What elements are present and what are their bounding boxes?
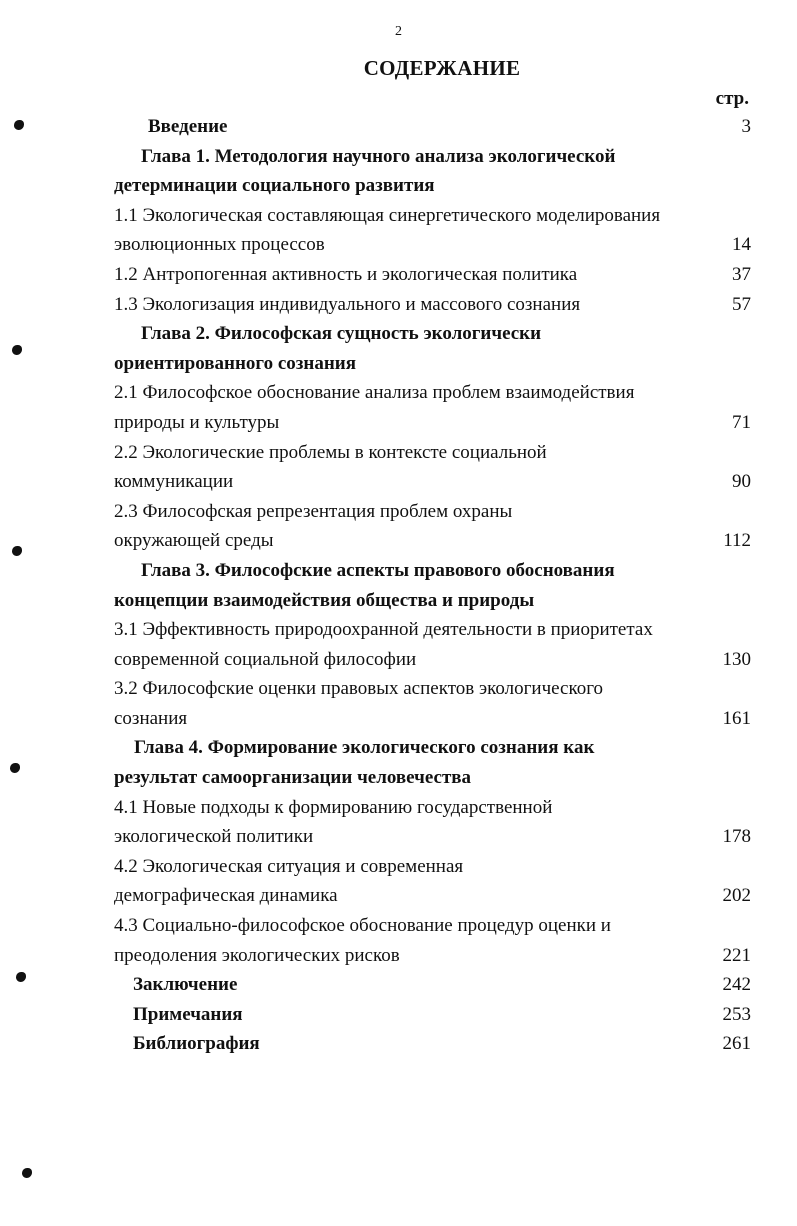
toc-entry-conclusion: [0, 970, 797, 1000]
toc-entry-text: Библиография: [133, 1033, 260, 1055]
toc-entry-2-3-cont: [0, 526, 797, 556]
toc-entry-text: 2.2 Экологические проблемы в контексте социальной: [114, 441, 547, 463]
page-column-label: стр.: [715, 88, 749, 109]
toc-entry-text: 1.3 Экологизация индивидуального и массового сознания: [114, 293, 581, 315]
toc-entry-introduction: [0, 112, 797, 142]
toc-entry-text: Глава 4. Формирование экологического сознания как: [134, 737, 595, 759]
toc-chapter-1-cont: [0, 171, 797, 201]
toc-entry-4-1-cont: [0, 822, 797, 852]
toc-entry-page: 202: [722, 885, 751, 907]
toc-entry-text: Введение: [148, 116, 228, 137]
toc-entry-page: 221: [722, 944, 751, 966]
toc-entry-page: 130: [722, 648, 751, 670]
toc-entry-text: 4.2 Экологическая ситуация и современная: [114, 855, 464, 877]
toc-chapter-3-cont: [0, 586, 797, 616]
page-title: СОДЕРЖАНИЕ: [363, 56, 521, 80]
toc-entry-1-1: [0, 201, 797, 231]
toc-entry-3-2-cont: [0, 704, 797, 734]
toc-entry-text: 2.1 Философское обоснование анализа проблем взаимодействия: [114, 382, 635, 404]
toc-entry-2-1: [0, 378, 797, 408]
toc-entry-text: 1.2 Антропогенная активность и экологическая политика: [114, 263, 578, 285]
toc-entry-text: Заключение: [133, 974, 238, 996]
toc-entry-text: 1.1 Экологическая составляющая синергетического моделирования: [114, 204, 661, 226]
toc-chapter-3: [0, 556, 797, 586]
toc-entry-2-1-cont: [0, 408, 797, 438]
toc-entry-1-1-cont: [0, 230, 797, 260]
toc-entry-notes: [0, 1000, 797, 1030]
toc-entry-page: 253: [722, 1003, 751, 1025]
toc-entry-page: 90: [732, 471, 751, 493]
toc-entry-text: коммуникации: [114, 471, 234, 493]
toc-entry-page: 112: [723, 530, 751, 552]
toc-entry-text: природы и культуры: [114, 411, 280, 433]
toc-entry-4-2-cont: [0, 881, 797, 911]
toc-chapter-4: [0, 733, 797, 763]
toc-entry-text: эволюционных процессов: [114, 234, 325, 256]
toc-chapter-4-cont: [0, 763, 797, 793]
scan-mark: [22, 1168, 32, 1178]
toc-entry-text: преодоления экологических рисков: [114, 944, 400, 966]
toc-entry-text: детерминации социального развития: [114, 175, 435, 197]
table-of-contents: [0, 112, 797, 1059]
toc-entry-text: Глава 3. Философские аспекты правового обоснования: [141, 559, 615, 581]
toc-entry-text: современной социальной философии: [114, 648, 417, 670]
toc-entry-text: демографическая динамика: [114, 885, 338, 907]
toc-entry-4-2: [0, 852, 797, 882]
toc-entry-text: окружающей среды: [114, 530, 274, 552]
toc-chapter-2-cont: [0, 349, 797, 379]
toc-entry-text: ориентированного сознания: [114, 352, 357, 374]
toc-entry-bibliography: [0, 1029, 797, 1059]
toc-entry-page: 57: [732, 293, 751, 315]
toc-entry-text: Глава 1. Методология научного анализа экологической: [141, 145, 616, 167]
toc-entry-1-3: [0, 290, 797, 320]
toc-entry-text: концепции взаимодействия общества и природы: [114, 589, 535, 611]
toc-entry-4-1: [0, 793, 797, 823]
toc-entry-text: сознания: [114, 707, 188, 729]
toc-entry-2-2: [0, 438, 797, 468]
toc-entry-2-2-cont: [0, 467, 797, 497]
toc-entry-text: 3.1 Эффективность природоохранной деятельности в приоритетах: [114, 619, 653, 641]
toc-entry-text: экологической политики: [114, 826, 314, 848]
toc-entry-3-1-cont: [0, 645, 797, 675]
toc-entry-2-3: [0, 497, 797, 527]
toc-entry-page: 261: [722, 1033, 751, 1055]
toc-entry-page: 161: [722, 707, 751, 729]
toc-entry-page: 14: [732, 234, 751, 256]
toc-entry-4-3: [0, 911, 797, 941]
toc-entry-4-3-cont: [0, 941, 797, 971]
toc-entry-1-2: [0, 260, 797, 290]
toc-entry-text: 2.3 Философская репрезентация проблем охраны: [114, 500, 513, 522]
toc-entry-text: результат самоорганизации человечества: [114, 767, 472, 789]
toc-entry-page: 71: [732, 411, 751, 433]
page-number: 2: [395, 24, 402, 39]
toc-entry-3-2: [0, 674, 797, 704]
toc-entry-page: 3: [741, 116, 751, 137]
toc-entry-text: 4.1 Новые подходы к формированию государственной: [114, 796, 553, 818]
toc-chapter-2: [0, 319, 797, 349]
toc-entry-page: 37: [732, 263, 751, 285]
toc-entry-page: 242: [722, 974, 751, 996]
toc-chapter-1: [0, 142, 797, 172]
toc-entry-text: Глава 2. Философская сущность экологически: [141, 323, 542, 345]
toc-entry-text: 4.3 Социально-философское обоснование процедур оценки и: [114, 915, 611, 937]
toc-entry-3-1: [0, 615, 797, 645]
toc-entry-page: 178: [722, 826, 751, 848]
toc-entry-text: 3.2 Философские оценки правовых аспектов экологического: [114, 678, 604, 700]
toc-entry-text: Примечания: [133, 1003, 243, 1025]
